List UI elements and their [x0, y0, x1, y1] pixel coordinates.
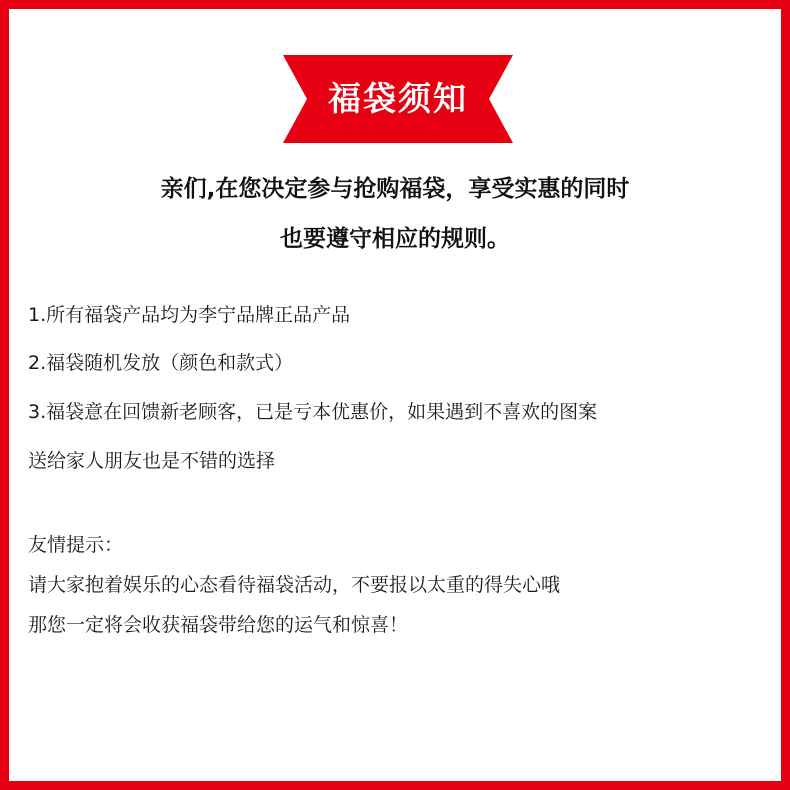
intro-line-2: 也要遵守相应的规则。 [280, 226, 510, 252]
tips-line-2: 那您一定将会收获福袋带给您的运气和惊喜！ [28, 614, 409, 636]
intro-line-1: 亲们,在您决定参与抢购福袋，享受实惠的同时 [160, 176, 630, 202]
banner-title: 福袋须知 [328, 79, 468, 118]
tips-line-1: 请大家抱着娱乐的心态看待福袋活动，不要报以太重的得失心哦 [28, 574, 561, 596]
rule-item-1: 1.所有福袋产品均为李宁品牌正品产品 [28, 304, 351, 326]
rule-item-2: 2.福袋随机发放（颜色和款式） [28, 352, 294, 374]
tips-heading: 友情提示： [28, 534, 124, 556]
rule-item-3-continuation: 送给家人朋友也是不错的选择 [28, 450, 276, 472]
rule-item-3: 3.福袋意在回馈新老顾客，已是亏本优惠价，如果遇到不喜欢的图案 [28, 401, 598, 423]
title-banner [283, 55, 513, 143]
